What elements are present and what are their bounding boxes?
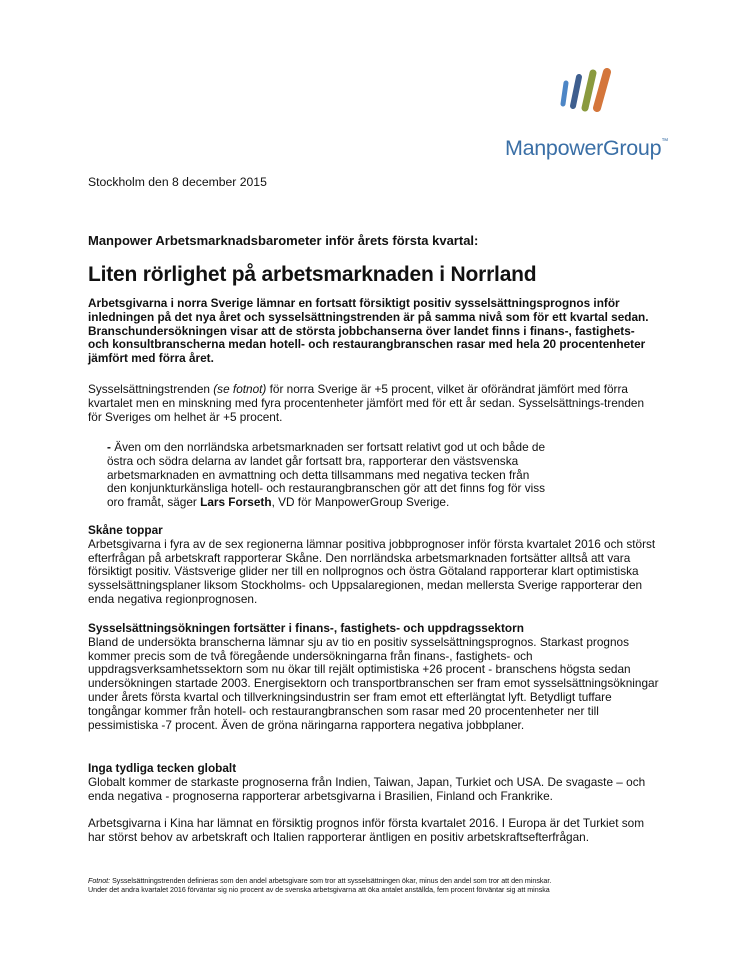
page-title: Liten rörlighet på arbetsmarknaden i Norrland <box>88 263 537 286</box>
section-heading: Sysselsättningsökningen fortsätter i finans-, fastighets- och uppdragssektorn <box>88 621 524 635</box>
section-skane <box>88 524 668 607</box>
footnote: Fotnot: Sysselsättningstrenden definieras som den andel arbetsgivare som tror att sysselsättningen ökar, minus den andel som tror att den minskar. Under det andra kvartalet 2016 förväntar sig nio procent av de svenska arbetsgivarna att öka antalet anställda, fem procent förväntar sig att minska <box>88 877 552 895</box>
section-heading: Skåne toppar <box>88 523 163 537</box>
quote-paragraph: - Även om den norrländska arbetsmarknaden ser fortsatt relativt god ut och både de östra och södra delarna av landet går fortsatt bra, rapporterar den västsvenska arbetsmarknaden en avmattning och detta tillsammans med negativa tecken från den konjunkturkänsliga hotell- och restaurangbranschen gör att det finns fog för viss oro framåt, säger Lars Forseth, VD för ManpowerGroup Sverige. <box>107 440 546 510</box>
dateline: Stockholm den 8 december 2015 <box>88 175 267 189</box>
paragraph-trend: Sysselsättningstrenden (se fotnot) för norra Sverige är +5 procent, vilket är oförändrat jämfört med förra kvartalet men en minskning med fyra procentenheter jämfört med för ett år sedan. Sysselsättnings-trenden för Sveriges om helhet är +5 procent. <box>88 382 645 424</box>
brand-name: ManpowerGroup™ <box>505 136 668 160</box>
kicker: Manpower Arbetsmarknadsbarometer inför årets första kvartal: <box>88 233 479 248</box>
section-body: Arbetsgivarna i fyra av de sex regionerna lämnar positiva jobbprognoser inför första kvartalet 2016 och störst efterfrågan på arbetskraft rapporterar Skåne. Den norrländska arbetsmarknaden fortsätter alltså att vara försiktigt positiv. Västsverige glider ner till en nollprognos och östra Götaland rapporterar klart optimistiska sysselsättningsplaner liksom Stockholms- och Uppsalaregionen, medan mellersta Sverige rapporterar den enda negativa regionprognosen. <box>88 536 656 606</box>
section-sectors <box>88 622 668 732</box>
section-body: Globalt kommer de starkaste prognoserna från Indien, Taiwan, Japan, Turkiet och USA. De svagaste – och enda negativa - prognoserna rapporterar arbetsgivarna i Brasilien, Finland och Frankrike. <box>88 774 646 803</box>
lead-paragraph: Arbetsgivarna i norra Sverige lämnar en fortsatt försiktigt positiv sysselsättningsprognos inför inledningen på det nya året och sysselsättningstrenden är på samma nivå som för ett kvartal sedan. Branschundersökningen visar att de största jobbchanserna över landet finns i finans-, fastighets- och konsultbranscherna medan hotell- och restaurangbranschen rasar med hela 20 procentenheter jämfört med förra året. <box>88 296 649 366</box>
paragraph-china: Arbetsgivarna i Kina har lämnat en försiktig prognos inför första kvartalet 2016. I Europa är det Turkiet som har störst behov av arbetskraft och Italien rapporterar äntligen en positiv arbetskraftsefterfrågan. <box>88 816 645 844</box>
section-heading: Inga tydliga tecken globalt <box>88 761 237 775</box>
section-global <box>88 762 668 803</box>
section-body: Bland de undersökta branscherna lämnar sju av tio en positiv sysselsättningsprognos. Starkast prognos kommer precis som de två föregående undersökningarna från finans-, fastighets- och uppdragsverksamhetssektorn som nu ökar till rejält optimistiska +26 procent - branschens högsta sedan undersökningen startade 2003. Energisektorn och transportbranschen ser fram emot sysselsättningsökningar under årets första kvartal och tillverkningsindustrin ser fram emot ett efterlängtat lyft. Betydligt tuffare tongångar kommer från hotell- och restaurangbranschen som rasar med 20 procentenheter ner till pessimistiska -7 procent. Även de gröna näringarna rapportera negativa jobbplaner. <box>88 634 659 732</box>
